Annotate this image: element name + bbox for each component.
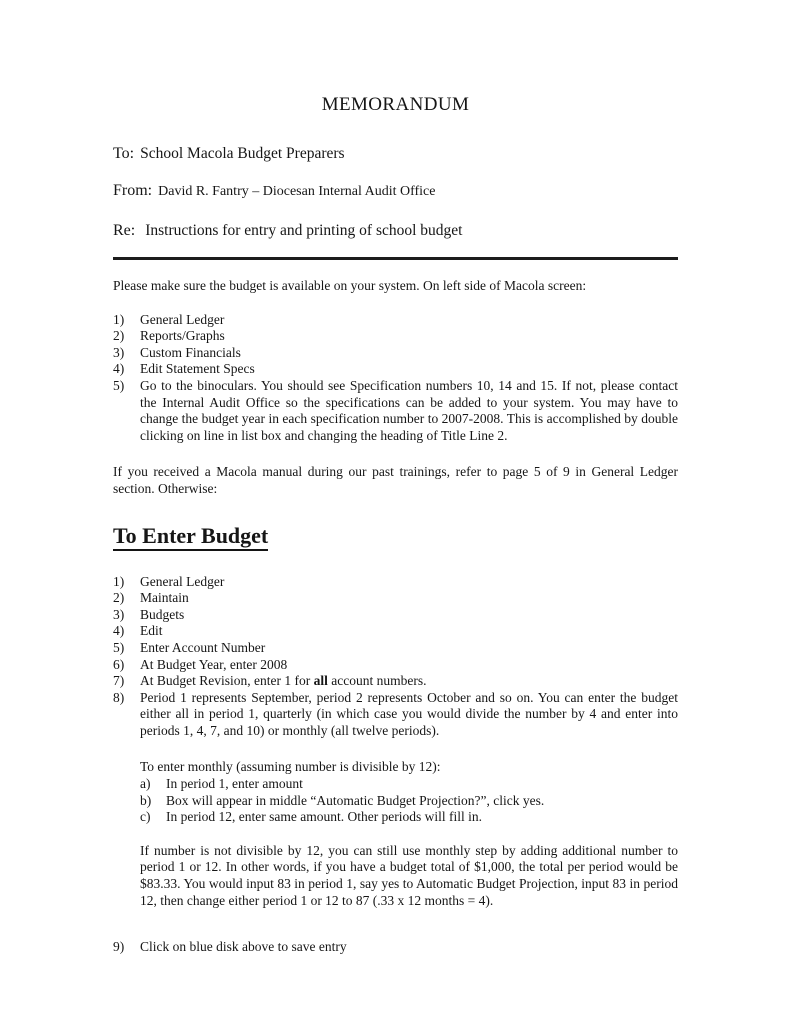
- list-item-number: 3): [113, 606, 125, 622]
- intro-paragraph: Please make sure the budget is available on your system. On left side of Macola screen:: [113, 278, 587, 293]
- re-value: Instructions for entry and printing of school budget: [145, 222, 463, 239]
- memo-title: MEMORANDUM: [321, 94, 470, 115]
- divider-rule: [113, 257, 678, 260]
- list-item: [113, 590, 678, 607]
- monthly-intro-line: To enter monthly (assuming number is divisible by 12):: [140, 759, 441, 775]
- list-item-text: Custom Financials: [140, 344, 241, 360]
- to-value: School Macola Budget Preparers: [140, 145, 345, 162]
- list-item: [113, 378, 678, 444]
- list-item-letter: c): [140, 809, 151, 825]
- list-item-letter: b): [140, 792, 152, 808]
- list-item-text: Maintain: [140, 590, 189, 606]
- list-item: [113, 361, 678, 378]
- list-item-text: Edit Statement Specs: [140, 361, 255, 377]
- list-item-text: Reports/Graphs: [140, 328, 225, 344]
- list-item-number: 2): [113, 590, 125, 606]
- list-item-number: 6): [113, 656, 125, 672]
- list-item-text: Box will appear in middle “Automatic Budget Projection?”, click yes.: [166, 792, 545, 808]
- enter-budget-steps-list: [113, 574, 678, 956]
- list-item-text: At Budget Year, enter 2008: [140, 656, 288, 672]
- list-item-number: 9): [113, 939, 125, 955]
- list-item: [113, 640, 678, 657]
- list-item-letter: a): [140, 776, 151, 792]
- from-value: David R. Fantry – Diocesan Internal Audit Office: [158, 184, 436, 199]
- list-item-text: Enter Account Number: [140, 639, 266, 655]
- list-item-text: General Ledger: [140, 311, 225, 327]
- list-item-text: Budgets: [140, 606, 185, 622]
- memo-re-line: [113, 221, 678, 241]
- list-item-text: Edit: [140, 623, 163, 639]
- list-item-text: In period 12, enter same amount. Other periods will fill in.: [166, 809, 483, 825]
- from-label: From:: [113, 182, 153, 199]
- to-label: To:: [113, 145, 135, 162]
- list-item: [140, 793, 678, 810]
- list-item-number: 4): [113, 623, 125, 639]
- list-item: [140, 809, 678, 826]
- section-heading-text: To Enter Budget: [113, 523, 268, 551]
- list-item: [113, 673, 678, 690]
- list-item: [140, 776, 678, 793]
- setup-steps-list: [113, 312, 678, 445]
- list-item-number: 2): [113, 328, 125, 344]
- monthly-substeps-list: [140, 776, 678, 826]
- list-item: [113, 328, 678, 345]
- section-heading: [113, 523, 678, 549]
- list-item-text: [140, 673, 678, 690]
- list-item-text: In period 1, enter amount: [166, 776, 303, 792]
- manual-note-paragraph: If you received a Macola manual during our past trainings, refer to page 5 of 9 in General Ledger section. Otherwise:: [113, 464, 678, 496]
- list-item-number: 8): [113, 689, 125, 705]
- list-item-text: Go to the binoculars. You should see Specification numbers 10, 14 and 15. If not, please contact the Internal Audit Office so the specifications can be added to your system. You may have to change the budget year in each specification number to 2007-2008. This is accomplished by double clicking on line in list box and changing the heading of Title Line 2.: [140, 377, 678, 443]
- re-label: Re:: [113, 222, 136, 239]
- list-item-text: General Ledger: [140, 573, 225, 589]
- list-item: [113, 312, 678, 329]
- memo-from-line: [113, 181, 678, 202]
- list-item: [113, 574, 678, 591]
- item-text-bold: all: [313, 673, 328, 689]
- list-item-number: 5): [113, 377, 125, 393]
- list-item-number: 4): [113, 361, 125, 377]
- memo-to-line: [113, 144, 678, 164]
- list-item-number: 5): [113, 639, 125, 655]
- list-item-text: Click on blue disk above to save entry: [140, 939, 347, 955]
- list-item: [113, 690, 678, 740]
- list-item-number: 3): [113, 344, 125, 360]
- list-item: [113, 657, 678, 674]
- list-item-number: 7): [113, 673, 125, 689]
- memo-content: [113, 0, 678, 956]
- list-item-text: Period 1 represents September, period 2 represents October and so on. You can enter the budget either all in period 1, quarterly (in which case you would divide the number by 4 and enter into periods 1, 4, 7, and 10) or monthly (all twelve periods).: [140, 689, 678, 738]
- item-text-post: account numbers.: [327, 673, 427, 689]
- list-item: [113, 623, 678, 640]
- list-item: [113, 607, 678, 624]
- monthly-note-paragraph: If number is not divisible by 12, you can still use monthly step by adding additional number to period 1 or 12. In other words, if you have a budget total of $1,000, the total per period would be $83.33. You would input 83 in period 1, say yes to Automatic Budget Projection, input 83 in period 12, then change either period 1 or 12 to 87 (.33 x 12 months = 4).: [140, 842, 678, 908]
- list-item-number: 1): [113, 311, 125, 327]
- list-item-number: 1): [113, 573, 125, 589]
- list-item: [113, 939, 678, 956]
- list-item: [113, 345, 678, 362]
- item-text-pre: At Budget Revision, enter 1 for: [140, 673, 314, 689]
